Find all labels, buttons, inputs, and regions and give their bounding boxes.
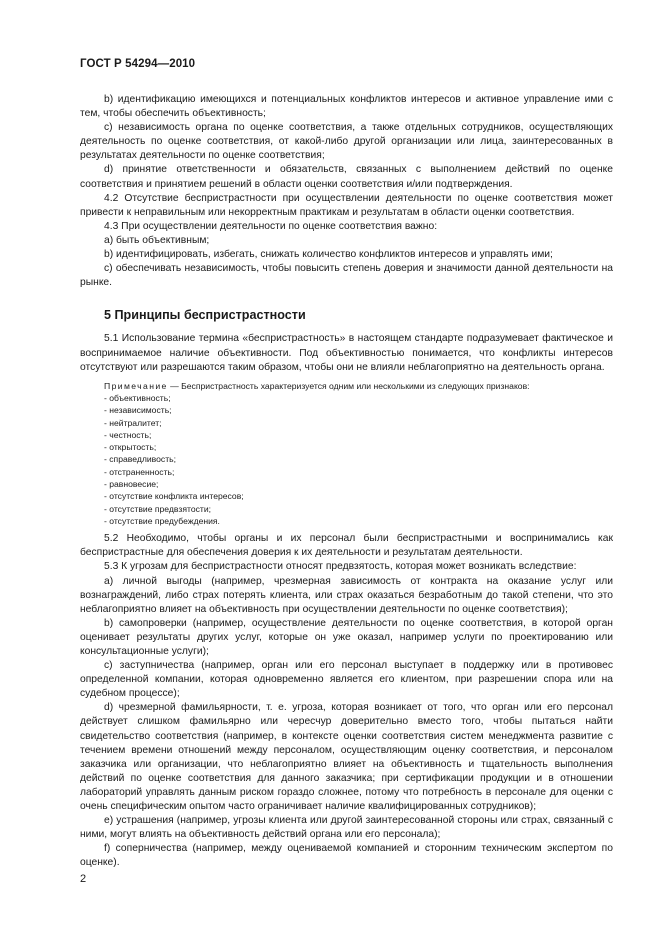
paragraph: a) личной выгоды (например, чрезмерная зависимость от контракта на оказание услуг или вознаграждений, либо страх потерять клиента, или страх оказаться безработным до такой степени, что это неблагоприятно влияет на объективность при осуществлении деятельности по оценке соответствия); — [80, 575, 613, 615]
list-item: - отсутствие предубеждения. — [104, 515, 220, 526]
list-item: - честность; — [104, 429, 152, 440]
paragraph: c) обеспечивать независимость, чтобы повысить степень доверия и значимости данной деятельности на рынке. — [80, 263, 613, 289]
note-label: Примечание — [104, 380, 168, 391]
paragraph: c) заступничества (например, орган или его персонал выступает в поддержку или в противовес определенной компании, которая одновременно является его клиентом, при разрешении спора или на судебном процессе); — [80, 660, 613, 700]
section-title: 5 Принципы беспристрастности — [104, 308, 306, 323]
list-item: - объективность; — [104, 392, 171, 403]
list-item: - нейтралитет; — [104, 417, 162, 428]
paragraph: d) чрезмерной фамильярности, т. е. угроза, которая возникает от того, что орган или его персонал действует слишком фамильярно или чересчур доверительно вместо того, чтобы пытаться найти свидетельство соответствия (например, в контексте оценки соответствия систем менеджмента развитие с течением времени отношений между персоналом, осуществляющим оценку соответствия, и персоналом заказчика или организации, что неблагоприятно влияет на объективность и тщательность выполнения действий по оценке соответствия для данного заказчика; при сертификации продукции и в отношении лабораторий управлять данным риском гораздо сложнее, потому что потребность в персонале для оценки с очень специфическим опытом часто ограничивает наличие квалифицированных сотрудников); — [80, 702, 613, 813]
list-item: - отсутствие конфликта интересов; — [104, 491, 244, 502]
page-number: 2 — [80, 873, 87, 885]
paragraph: f) соперничества (например, между оцениваемой компанией и сторонним техническим экспертом по оценке). — [80, 843, 613, 869]
note-list — [80, 392, 613, 527]
list-item: - справедливость; — [104, 454, 176, 465]
paragraph: 4.2 Отсутствие беспристрастности при осуществлении деятельности по оценке соответствия может привести к неправильным или некорректным практикам и результатам в области оценки соответствия. — [80, 192, 613, 218]
paragraph: d) принятие ответственности и обязательств, связанных с выполнением действий по оценке соответствия и принятием решений в области оценки соответствия и/или подтверждения. — [80, 164, 613, 190]
note-block — [80, 380, 613, 528]
list-item: - открытость; — [104, 442, 157, 453]
standard-header: ГОСТ Р 54294—2010 — [80, 58, 196, 70]
paragraph: e) устрашения (например, угрозы клиента или другой заинтересованной стороны или страх, связанный с ними, могут влиять на объективность действий органа или его персонала); — [80, 815, 613, 841]
paragraph: 4.3 При осуществлении деятельности по оценке соответствия важно: — [104, 220, 438, 232]
note-intro — [80, 380, 613, 392]
list-item: - отсутствие предвзятости; — [104, 503, 212, 514]
list-item: - равновесие; — [104, 479, 159, 490]
paragraph: 5.1 Использование термина «беспристрастность» в настоящем стандарте подразумевает фактическое и воспринимаемое наличие объективности. Под объективностью понимается, что конфликты интересов отсутствуют или разрешаются таким образом, чтобы они не влияли неблагоприятно на деятельность органа. — [80, 333, 613, 373]
paragraph: b) идентифицировать, избегать, снижать количество конфликтов интересов и управлять ими; — [104, 249, 553, 261]
paragraph: 5.3 К угрозам для беспристрастности относят предвзятость, которая может возникать вследствие: — [104, 561, 577, 573]
note-dash: — — [170, 380, 182, 391]
paragraph: c) независимость органа по оценке соответствия, а также отдельных сотрудников, осуществляющих деятельность по оценке соответствия, от какой-либо другой организации или лица, заинтересованных в результатах деятельности по оценке соответствия; — [80, 122, 613, 162]
paragraph: a) быть объективным; — [104, 234, 210, 246]
paragraph: b) самопроверки (например, осуществление деятельности по оценке соответствия, в которой орган оценивает результаты других услуг, которые он уже оказал, например услуги по проектированию или консультационные услуги); — [80, 617, 613, 657]
list-item: - отстраненность; — [104, 466, 175, 477]
paragraph: b) идентификацию имеющихся и потенциальных конфликтов интересов и активное управление ими с тем, чтобы обеспечить объективность; — [80, 94, 613, 120]
list-item: - независимость; — [104, 405, 172, 416]
note-text: Беспристрастность характеризуется одним или несколькими из следующих признаков: — [181, 380, 530, 391]
body-text — [80, 93, 613, 871]
paragraph: 5.2 Необходимо, чтобы органы и их персонал были беспристрастными и воспринимались как беспристрастные для обеспечения доверия к их деятельности и результатам деятельности. — [80, 533, 613, 559]
